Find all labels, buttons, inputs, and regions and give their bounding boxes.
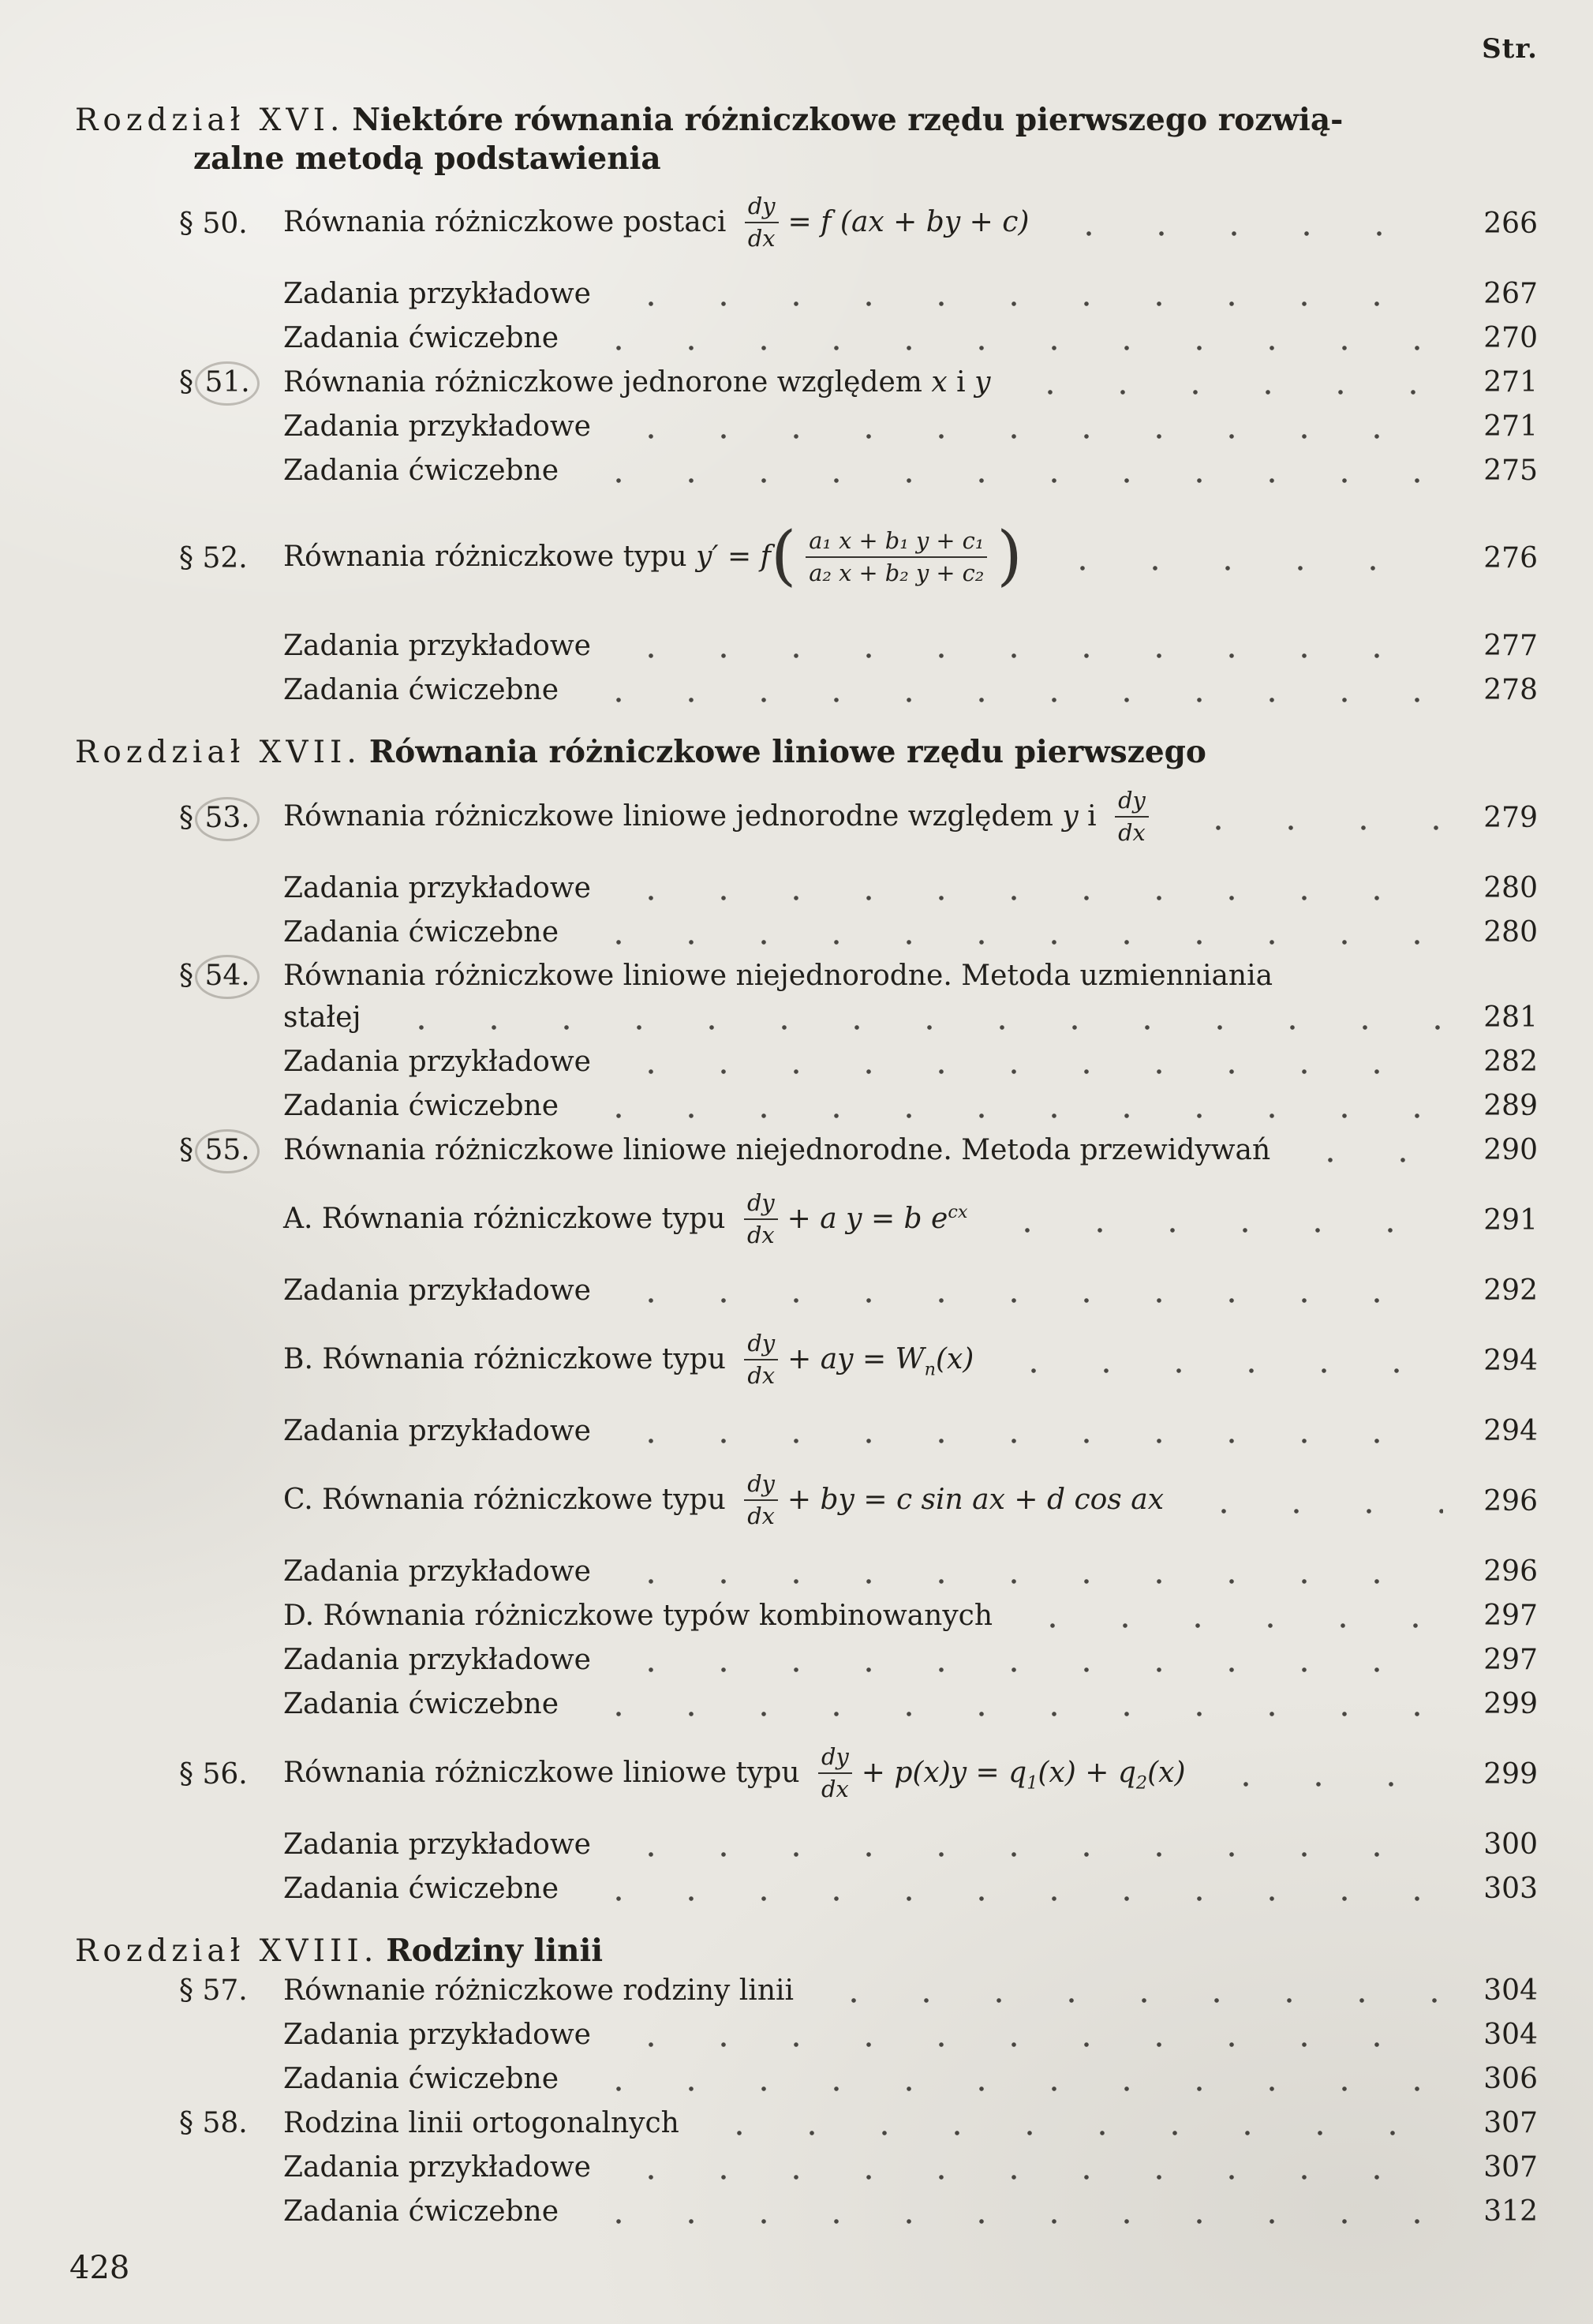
entry-page-number: 297 — [1483, 1643, 1538, 1676]
dot-leader — [1187, 1508, 1443, 1514]
entry-title — [283, 870, 591, 908]
entry-text-segment: Zadania ćwiczebne — [283, 915, 559, 949]
entry-title — [283, 2194, 559, 2231]
toc-entry — [75, 1411, 1538, 1452]
toc-entry — [75, 868, 1538, 909]
toc-entry — [75, 274, 1538, 315]
entry-page-number: 290 — [1483, 1133, 1538, 1166]
fraction-denominator: dx — [747, 1503, 775, 1529]
toc-entry — [75, 626, 1538, 667]
toc-entry — [75, 956, 1538, 996]
entry-page-number: 271 — [1483, 410, 1538, 443]
entry-title — [283, 2150, 591, 2187]
entry-section-number: § 51. — [179, 365, 283, 402]
entry-section-number: § 50. — [179, 207, 248, 240]
dot-leader — [582, 2218, 1443, 2225]
entry-section-number: § 55. — [179, 1132, 283, 1169]
dot-leader — [582, 2086, 1443, 2092]
entry-page-number: 307 — [1483, 2150, 1538, 2184]
dot-leader — [582, 1896, 1443, 1902]
entry-number-text: 54. — [195, 955, 259, 999]
entry-page-number: 281 — [1483, 1001, 1538, 1034]
toc-entry — [75, 1315, 1538, 1408]
entry-math-segment: y′ = f — [696, 541, 771, 573]
entry-title — [283, 1329, 974, 1390]
toc-entry — [75, 406, 1538, 447]
entry-text-segment: C. Równania różniczkowe typu — [283, 1484, 735, 1516]
entry-title — [283, 365, 990, 402]
fraction-wrap — [1105, 786, 1158, 846]
fraction-wrap — [809, 1742, 862, 1802]
entry-title — [283, 1871, 559, 1908]
entry-page-number: 292 — [1483, 1274, 1538, 1307]
entry-text-segment: A. Równania różniczkowe typu — [283, 1203, 735, 1235]
entry-text-segment: i — [947, 365, 975, 399]
dot-leader — [615, 1667, 1443, 1673]
entry-text-segment: B. Równania różniczkowe typu — [283, 1343, 735, 1375]
entry-page-number: 266 — [1483, 207, 1538, 240]
toc-entry — [75, 2191, 1538, 2232]
dot-leader — [615, 433, 1443, 440]
dot-leader — [1210, 1781, 1443, 1787]
entry-title — [283, 1413, 591, 1450]
table-of-contents — [75, 101, 1538, 2232]
entry-text-segment: stałej — [283, 1001, 361, 1034]
fraction-numerator: dy — [745, 194, 779, 223]
toc-entry — [75, 1596, 1538, 1637]
fraction — [744, 1188, 778, 1248]
entry-math-segment: (x) — [1147, 1757, 1186, 1789]
entry-title — [283, 1973, 794, 2010]
entry-text-segment: Zadania przykładowe — [283, 277, 591, 310]
toc-entry — [75, 318, 1538, 359]
entry-page-number: 289 — [1483, 1089, 1538, 1122]
toc-entry — [75, 997, 1538, 1039]
entry-number-text: 50. — [202, 207, 248, 240]
entry-math-segment: + p(x)y = q — [861, 1757, 1027, 1789]
fraction — [745, 194, 779, 251]
toc-entry — [75, 451, 1538, 492]
chapter-title-continued: zalne metodą podstawienia — [193, 140, 661, 177]
toc-entry — [75, 912, 1538, 953]
entry-text-segment: Zadania ćwiczebne — [283, 2062, 559, 2095]
entry-title — [283, 320, 559, 357]
entry-title — [283, 786, 1158, 847]
entry-math-segment: + a y = b e — [787, 1203, 948, 1235]
entry-math-segment: + by = c sin ax + d cos ax — [787, 1484, 1164, 1516]
entry-text-segment: Zadania przykładowe — [283, 629, 591, 662]
entry-title — [283, 453, 559, 490]
page-column-header: Str. — [1482, 33, 1538, 65]
entry-title — [283, 1742, 1186, 1803]
fraction — [1115, 788, 1149, 845]
entry-number-text: 52. — [202, 541, 248, 574]
fraction-numerator: a₁ x + b₁ y + c₁ — [806, 529, 987, 558]
dot-leader — [615, 2174, 1443, 2180]
entry-section-number: § 52. — [179, 541, 248, 574]
entry-title — [283, 1044, 591, 1081]
dot-leader — [1294, 1157, 1443, 1163]
entry-text-segment: D. Równania różniczkowe typów kombinowanych — [283, 1599, 993, 1632]
fraction-denominator: a₂ x + b₂ y + c₂ — [809, 559, 985, 586]
entry-text-segment: Zadania ćwiczebne — [283, 673, 559, 706]
toc-entry — [75, 2103, 1538, 2144]
entry-text-segment: Zadania przykładowe — [283, 410, 591, 443]
entry-title — [283, 2105, 679, 2142]
fraction-denominator: dx — [821, 1776, 849, 1802]
entry-section-number: § 54. — [179, 958, 283, 995]
chapter-number: Rozdział XVIII. — [75, 1933, 379, 1969]
entry-math-segment: y — [1062, 800, 1079, 833]
entry-number-text: 57. — [202, 1974, 248, 2007]
entry-page-number: 294 — [1483, 1344, 1538, 1377]
entry-text-segment: Zadania ćwiczebne — [283, 454, 559, 487]
open-paren: ( — [770, 517, 797, 593]
dot-leader — [582, 1113, 1443, 1119]
toc-entry — [75, 670, 1538, 711]
entry-text-segment: i — [1078, 800, 1106, 833]
entry-text-segment: Zadania przykładowe — [283, 2150, 591, 2184]
entry-page-number: 299 — [1483, 1757, 1538, 1791]
entry-math-segment: x — [931, 365, 948, 399]
chapter-heading — [75, 101, 1538, 140]
entry-math-segment: = f (ax + by + c) — [787, 206, 1030, 238]
math-subscript: 2 — [1135, 1772, 1148, 1794]
entry-text-segment: Równania różniczkowe liniowe jednorodne względem — [283, 800, 1063, 833]
dot-leader — [703, 2130, 1443, 2136]
toc-entry — [75, 1271, 1538, 1312]
toc-section — [75, 101, 1538, 711]
dot-leader — [615, 301, 1443, 307]
entry-text-segment: Zadania przykładowe — [283, 871, 591, 904]
toc-entry — [75, 2015, 1538, 2056]
toc-entry — [75, 1086, 1538, 1127]
toc-entry — [75, 2147, 1538, 2188]
chapter-title: Rodziny linii — [386, 1933, 604, 1969]
section-entries — [75, 1970, 1538, 2232]
dot-leader — [1016, 1622, 1443, 1629]
entry-math-segment: + ay = W — [787, 1343, 925, 1375]
entry-title — [283, 1088, 559, 1125]
chapter-heading — [75, 1932, 1538, 1970]
entry-math-segment: (x) + q — [1038, 1757, 1136, 1789]
toc-section — [75, 1932, 1538, 2232]
chapter-number: Rozdział XVII. — [75, 735, 361, 770]
entry-number-text: 53. — [195, 797, 259, 841]
entry-page-number: 299 — [1483, 1687, 1538, 1720]
entry-title — [283, 1642, 591, 1679]
section-entries — [75, 178, 1538, 711]
entry-title — [283, 915, 559, 952]
page-number-footer: 428 — [69, 2250, 130, 2286]
section-entries — [75, 772, 1538, 1910]
entry-page-number: 304 — [1483, 2018, 1538, 2051]
entry-number-text: 56. — [202, 1757, 248, 1791]
entry-title — [283, 276, 591, 313]
entry-page-number: 282 — [1483, 1045, 1538, 1078]
entry-page-number: 276 — [1483, 541, 1538, 574]
dot-leader — [582, 477, 1443, 484]
entry-title — [283, 517, 1023, 593]
entry-text-segment: Zadania ćwiczebne — [283, 321, 559, 354]
entry-title — [283, 1827, 591, 1864]
entry-section-number: § 56. — [179, 1757, 248, 1791]
entry-text-segment: Zadania przykładowe — [283, 2018, 591, 2051]
dot-leader — [582, 697, 1443, 703]
fraction-wrap — [735, 1329, 787, 1389]
dot-leader — [385, 1024, 1443, 1031]
entry-page-number: 277 — [1483, 629, 1538, 662]
entry-number-text: 51. — [195, 361, 259, 406]
entry-text-segment: Równanie różniczkowe rodziny linii — [283, 1974, 795, 2007]
dot-leader — [615, 1297, 1443, 1304]
entry-math-segment: y — [974, 365, 991, 399]
fraction-numerator: dy — [818, 1745, 852, 1774]
fraction-denominator: dx — [747, 225, 776, 252]
dot-leader — [615, 1438, 1443, 1444]
dot-leader — [1014, 389, 1443, 395]
dot-leader — [582, 1711, 1443, 1717]
fraction — [818, 1742, 852, 1802]
toc-section — [75, 733, 1538, 1910]
dot-leader — [582, 345, 1443, 351]
entry-text-segment: Równania różniczkowe liniowe niejednorodne. Metoda przewidywań — [283, 1133, 1271, 1166]
fraction-denominator: dx — [1118, 819, 1146, 846]
entry-number-text: 55. — [195, 1129, 259, 1173]
toc-entry — [75, 1869, 1538, 1910]
fraction-numerator: dy — [744, 1472, 778, 1501]
entry-page-number: 296 — [1483, 1484, 1538, 1518]
toc-entry — [75, 178, 1538, 271]
close-paren: ) — [997, 517, 1023, 593]
entry-title — [283, 2061, 559, 2098]
fraction-denominator: dx — [747, 1362, 776, 1389]
toc-entry — [75, 1130, 1538, 1171]
entry-text-segment: Zadania ćwiczebne — [283, 1872, 559, 1905]
entry-text-segment: Zadania przykładowe — [283, 1045, 591, 1078]
chapter-title: Równania różniczkowe liniowe rzędu pierwszego — [368, 734, 1206, 770]
entry-page-number: 280 — [1483, 915, 1538, 949]
entry-text-segment: Równania różniczkowe typu — [283, 541, 697, 573]
fraction-numerator: dy — [744, 1331, 778, 1360]
entry-page-number: 278 — [1483, 673, 1538, 706]
entry-page-number: 312 — [1483, 2195, 1538, 2228]
entry-text-segment: Zadania przykładowe — [283, 1828, 591, 1861]
entry-page-number: 279 — [1483, 801, 1538, 834]
dot-leader — [615, 1851, 1443, 1858]
toc-entry — [75, 1174, 1538, 1267]
entry-title — [283, 409, 591, 446]
entry-text-segment: Zadania przykładowe — [283, 1555, 591, 1588]
fraction — [806, 526, 987, 586]
toc-entry — [75, 495, 1538, 623]
fraction-wrap — [770, 517, 1023, 593]
entry-title — [283, 1686, 559, 1723]
dot-leader — [615, 2041, 1443, 2048]
entry-page-number: 294 — [1483, 1414, 1538, 1447]
toc-entry — [75, 1728, 1538, 1821]
dot-leader — [615, 1068, 1443, 1075]
entry-text-segment: Równania różniczkowe liniowe niejednorodne. Metoda uzmienniania — [283, 959, 1273, 992]
toc-entry — [75, 1684, 1538, 1725]
entry-page-number: 270 — [1483, 321, 1538, 354]
entry-section-number: § 53. — [179, 800, 283, 837]
toc-entry — [75, 772, 1538, 865]
fraction-numerator: dy — [1115, 788, 1149, 818]
entry-title — [283, 192, 1030, 253]
entry-title — [283, 1554, 591, 1591]
toc-entry — [75, 2059, 1538, 2100]
entry-text-segment: Zadania ćwiczebne — [283, 1089, 559, 1122]
entry-number-spacer — [179, 1000, 283, 1037]
chapter-heading — [75, 733, 1538, 772]
toc-entry — [75, 1455, 1538, 1548]
entry-title — [283, 1132, 1270, 1169]
entry-title — [283, 2017, 591, 2054]
math-subscript: 1 — [1026, 1772, 1038, 1794]
fraction-denominator: dx — [746, 1222, 775, 1248]
entry-text-segment: Zadania przykładowe — [283, 1274, 591, 1307]
dot-leader — [1046, 565, 1443, 571]
entry-page-number: 291 — [1483, 1203, 1538, 1237]
dot-leader — [991, 1227, 1443, 1233]
toc-entry — [75, 1042, 1538, 1083]
entry-page-number: 303 — [1483, 1872, 1538, 1905]
toc-entry — [75, 362, 1538, 403]
entry-page-number: 307 — [1483, 2106, 1538, 2139]
fraction-numerator: dy — [744, 1191, 778, 1220]
entry-page-number: 297 — [1483, 1599, 1538, 1632]
entry-text-segment: Zadania przykładowe — [283, 1643, 591, 1676]
dot-leader — [615, 1578, 1443, 1585]
entry-title — [283, 958, 1273, 995]
fraction — [744, 1469, 778, 1529]
entry-text-segment: Równania różniczkowe liniowe typu — [283, 1757, 810, 1789]
toc-entry — [75, 1640, 1538, 1681]
dot-leader — [582, 939, 1443, 945]
toc-entry — [75, 1824, 1538, 1866]
fraction — [744, 1331, 778, 1388]
fraction-wrap — [735, 1188, 787, 1248]
entry-text-segment: Zadania przykładowe — [283, 1414, 591, 1447]
entry-page-number: 296 — [1483, 1555, 1538, 1588]
entry-title — [283, 1469, 1164, 1530]
entry-text-segment: Zadania ćwiczebne — [283, 1687, 559, 1720]
entry-section-number: § 58. — [179, 2106, 248, 2139]
entry-text-segment: Równania różniczkowe postaci — [283, 206, 735, 238]
toc-entry — [75, 1551, 1538, 1592]
entry-page-number: 271 — [1483, 365, 1538, 399]
entry-title — [283, 1273, 591, 1310]
entry-text-segment: Równania różniczkowe jednorone względem — [283, 365, 932, 399]
entry-text-segment: Zadania ćwiczebne — [283, 2195, 559, 2228]
dot-leader — [817, 1997, 1443, 2004]
math-subscript: n — [924, 1359, 936, 1380]
fraction-wrap — [735, 192, 788, 252]
dot-leader — [1182, 825, 1443, 831]
entry-number-text: 58. — [202, 2106, 248, 2139]
entry-title — [283, 1188, 968, 1249]
entry-title — [283, 1000, 361, 1037]
dot-leader — [1053, 230, 1443, 237]
entry-page-number: 306 — [1483, 2062, 1538, 2095]
fraction-wrap — [735, 1469, 787, 1529]
entry-text-segment: Rodzina linii ortogonalnych — [283, 2106, 679, 2139]
entry-title — [283, 672, 559, 709]
dot-leader — [615, 653, 1443, 659]
dot-leader — [997, 1368, 1443, 1374]
chapter-title: Niektóre równania różniczkowe rzędu pierwszego rozwią- — [352, 102, 1344, 138]
toc-entry — [75, 1970, 1538, 2012]
chapter-number: Rozdział XVI. — [75, 103, 345, 138]
entry-page-number: 300 — [1483, 1828, 1538, 1861]
entry-title — [283, 1598, 993, 1635]
entry-math-segment: (x) — [935, 1343, 974, 1375]
entry-section-number: § 57. — [179, 1974, 248, 2007]
entry-page-number: 267 — [1483, 277, 1538, 310]
dot-leader — [615, 895, 1443, 901]
entry-title — [283, 628, 591, 665]
entry-page-number: 275 — [1483, 454, 1538, 487]
entry-page-number: 304 — [1483, 1974, 1538, 2007]
math-superscript: cx — [948, 1202, 968, 1222]
entry-page-number: 280 — [1483, 871, 1538, 904]
